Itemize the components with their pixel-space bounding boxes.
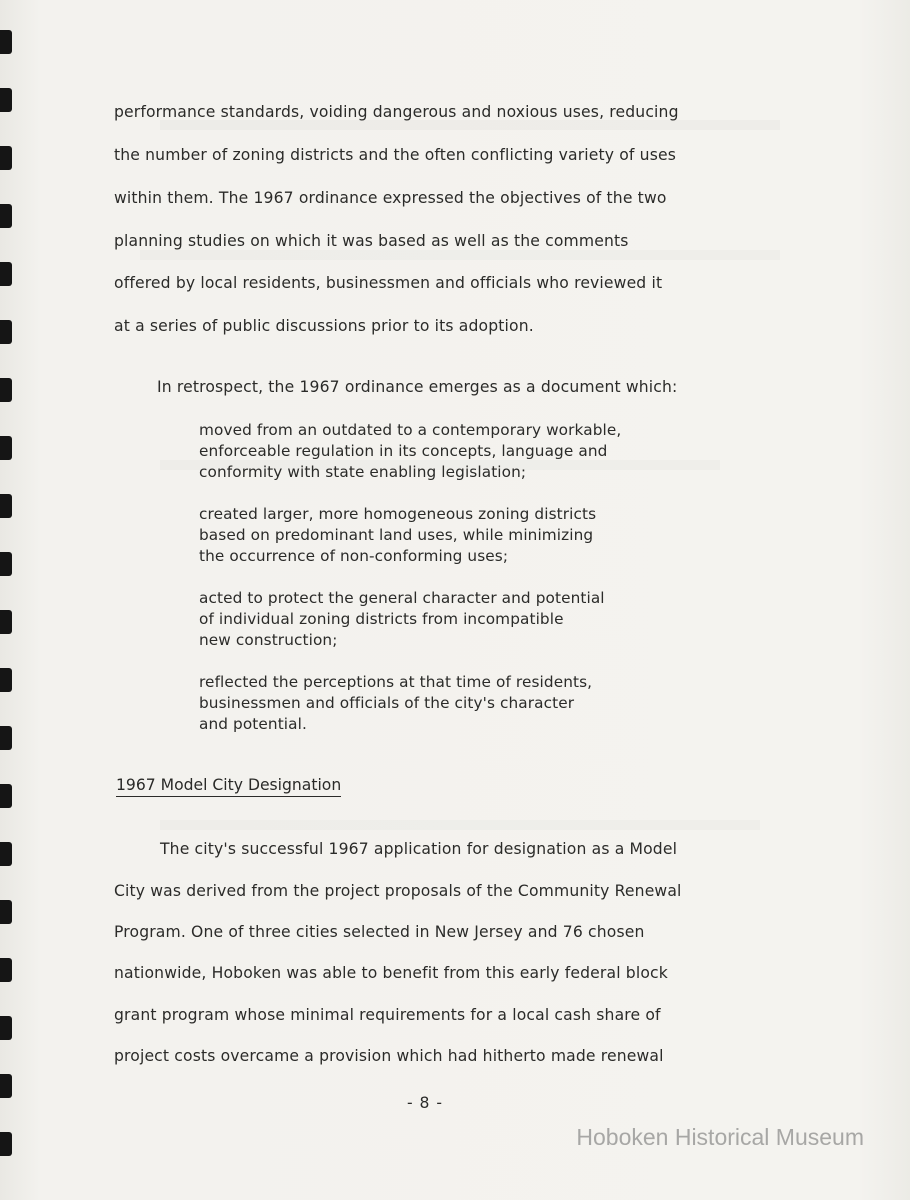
list-line: reflected the perceptions at that time of residents, [199,673,593,691]
text-line: at a series of public discussions prior to its adoption. [114,317,534,335]
text-line: within them. The 1967 ordinance expressed the objectives of the two [114,189,667,207]
intro-line: In retrospect, the 1967 ordinance emerges as a document which: [157,378,678,396]
text-line: nationwide, Hoboken was able to benefit from this early federal block [114,964,668,982]
list-line: the occurrence of non-conforming uses; [199,547,509,565]
page-number: - 8 - [406,1094,444,1112]
list-line: conformity with state enabling legislation; [199,463,527,481]
text-line: grant program whose minimal requirements for a local cash share of [114,1006,661,1024]
list-line: and potential. [199,715,307,733]
museum-watermark: Hoboken Historical Museum [576,1124,864,1150]
text-line: project costs overcame a provision which had hitherto made renewal [114,1047,664,1065]
bleed-through [160,820,760,830]
list-line: of individual zoning districts from incompatible [199,610,564,628]
text-line: the number of zoning districts and the often conflicting variety of uses [114,146,677,164]
bleed-through [140,250,780,260]
section-heading: 1967 Model City Designation [116,776,341,797]
spiral-binding [0,0,14,1200]
list-line: businessmen and officials of the city's character [199,694,575,712]
list-line: moved from an outdated to a contemporary workable, [199,421,622,439]
list-line: based on predominant land uses, while minimizing [199,526,594,544]
text-line: City was derived from the project proposals of the Community Renewal [114,882,682,900]
text-line: Program. One of three cities selected in New Jersey and 76 chosen [114,923,645,941]
list-line: new construction; [199,631,338,649]
list-line: acted to protect the general character and potential [199,589,605,607]
list-line: created larger, more homogeneous zoning districts [199,505,597,523]
text-line: planning studies on which it was based as well as the comments [114,232,629,250]
text-line: The city's successful 1967 application for designation as a Model [160,840,678,858]
bleed-through [160,120,780,130]
text-line: performance standards, voiding dangerous and noxious uses, reducing [114,103,679,121]
text-line: offered by local residents, businessmen and officials who reviewed it [114,274,663,292]
list-line: enforceable regulation in its concepts, language and [199,442,608,460]
